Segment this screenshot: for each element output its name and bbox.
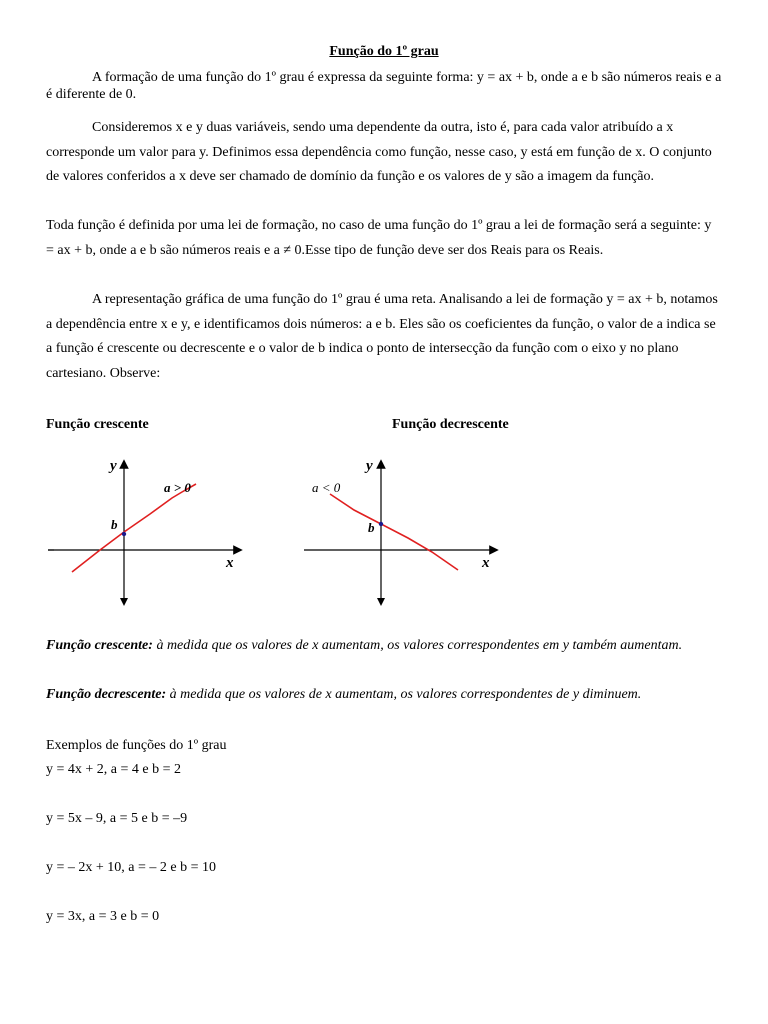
x-axis-label: x (226, 555, 234, 571)
intercept-label: b (368, 520, 375, 535)
intercept-point (122, 532, 126, 536)
increasing-graph-label: Função crescente (46, 417, 149, 432)
slope-label: a < 0 (312, 480, 341, 495)
page-title: Função do 1º grau (329, 44, 439, 59)
examples-heading: Exemplos de funções do 1º grau (46, 738, 227, 753)
y-axis-label: y (110, 458, 117, 474)
intro-paragraph: A formação de uma função do 1º grau é expressa da seguinte forma: y = ax + b, onde a e b são números reais e a é diferente de 0. (46, 70, 722, 102)
decreasing-term: Função decrescente: (46, 687, 167, 702)
y-axis-bottom-arrow (377, 598, 385, 606)
example-item: y = – 2x + 10, a = – 2 e b = 10 (46, 860, 217, 875)
decreasing-line (330, 494, 458, 570)
increasing-term: Função crescente: (46, 638, 153, 653)
y-axis-bottom-arrow (120, 598, 128, 606)
slope-label: a > 0 (164, 480, 191, 495)
increasing-function-graph (40, 450, 250, 610)
intercept-label: b (111, 517, 118, 532)
example-item: y = 4x + 2, a = 4 e b = 2 (46, 762, 182, 777)
intercept-point (379, 522, 383, 526)
formation-law-paragraph: Toda função é definida por uma lei de formação, no caso de uma função do 1º grau a lei de formação será a seguinte: y = ax + b, onde a e b são números reais e a ≠ 0.Esse tipo de função deve ser dos Reais para os Reais. (46, 218, 712, 258)
variables-paragraph: Consideremos x e y duas variáveis, sendo uma dependente da outra, isto é, para cada valor atribuído a x corresponde um valor para y. Definimos essa dependência como função, nesse caso, y está em função de x. O conjunto de valores conferidos a x deve ser chamado de domínio da função e os valores de y são a imagem da função. (46, 120, 712, 184)
x-axis-label: x (482, 555, 490, 571)
graph-representation-paragraph: A representação gráfica de uma função do 1º grau é uma reta. Analisando a lei de formação y = ax + b, notamos a dependência entre x e y, e identificamos dois números: a e b. Eles são os coeficientes da função, o valor de a indica se a função é crescente ou decrescente e o valor de b indica o ponto de intersecção da função com o eixo y no plano cartesiano. Observe: (46, 292, 718, 381)
increasing-line (72, 484, 196, 572)
example-item: y = 3x, a = 3 e b = 0 (46, 909, 160, 924)
decreasing-text: à medida que os valores de x aumentam, os valores correspondentes de y diminuem. (166, 687, 642, 702)
increasing-definition (46, 634, 722, 659)
decreasing-graph-label: Função decrescente (392, 417, 509, 432)
y-axis-label: y (366, 458, 373, 474)
decreasing-function-graph (298, 450, 508, 610)
increasing-text: à medida que os valores de x aumentam, os valores correspondentes em y também aumentam. (152, 638, 683, 653)
example-item: y = 5x – 9, a = 5 e b = –9 (46, 811, 188, 826)
decreasing-definition (46, 683, 722, 708)
